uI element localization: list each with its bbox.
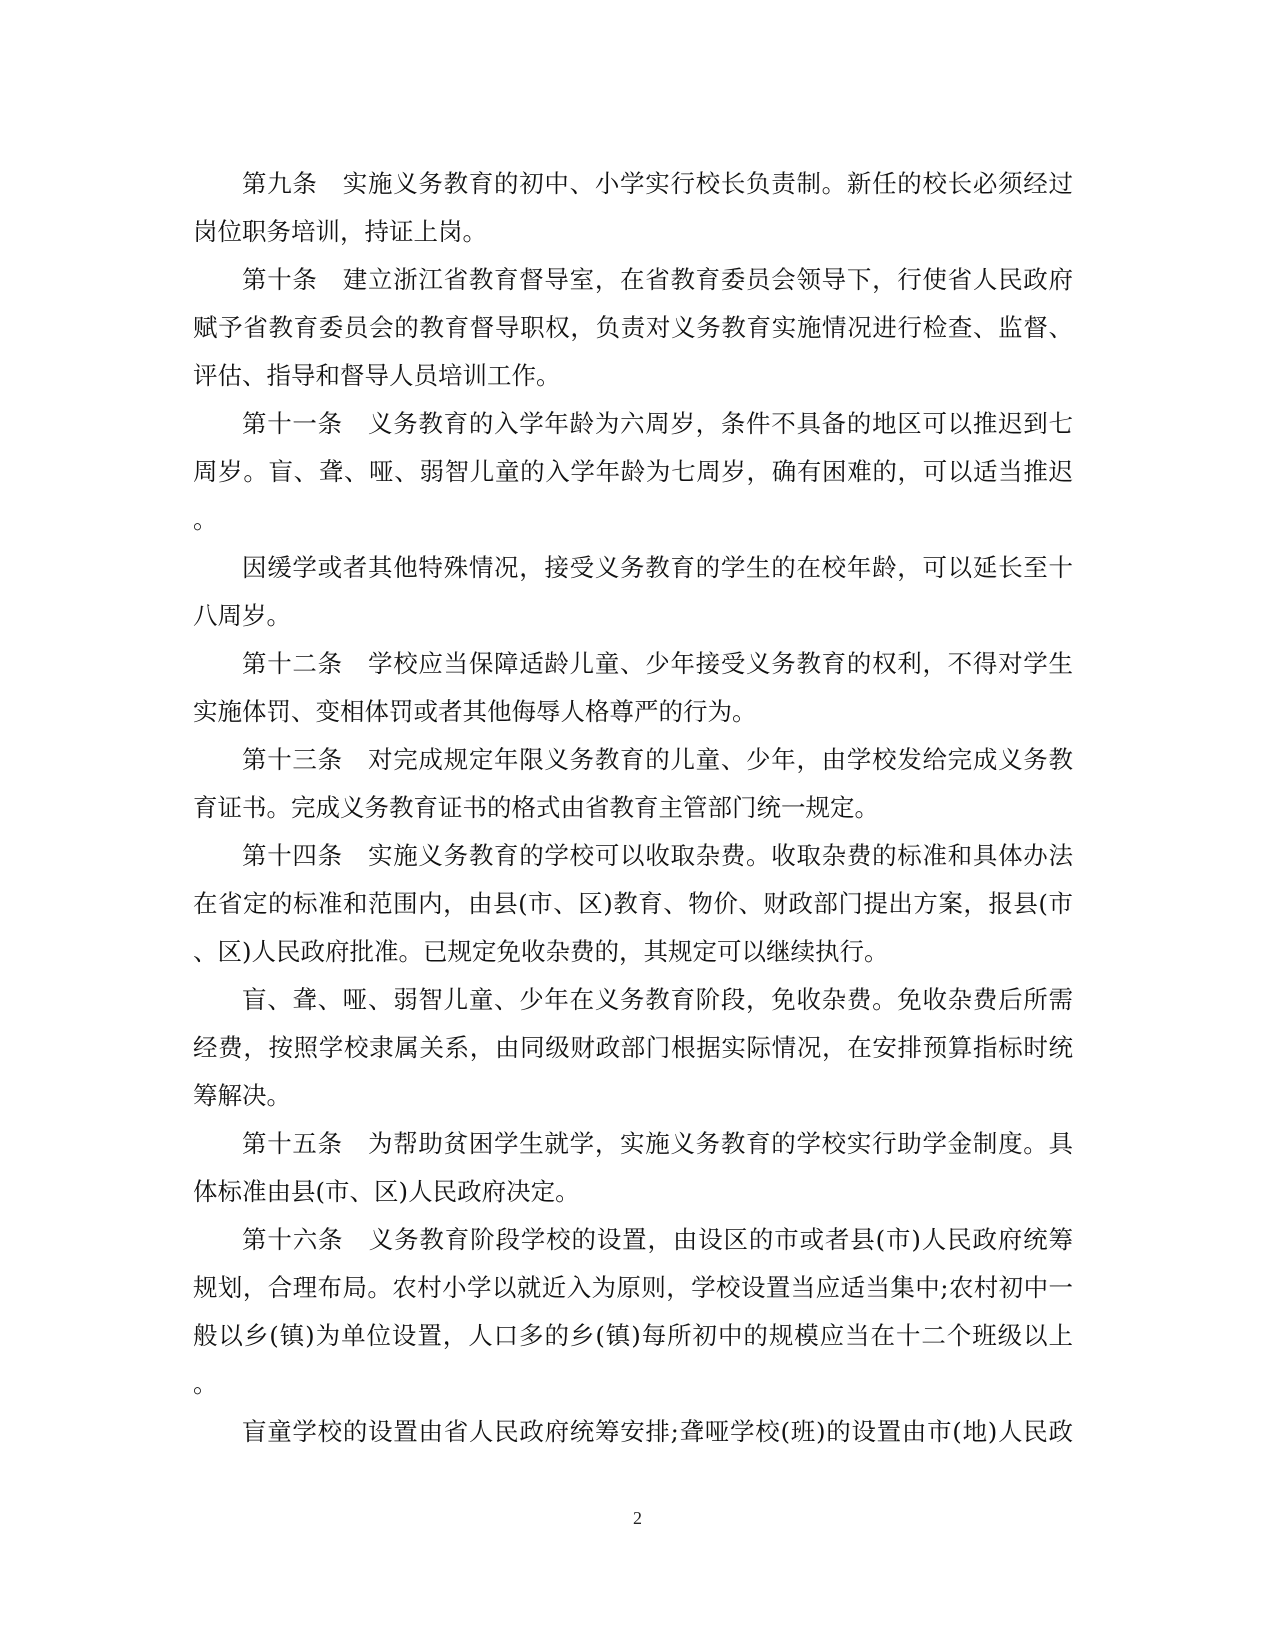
text-line: 周岁。盲、聋、哑、弱智儿童的入学年龄为七周岁，确有困难的，可以适当推迟 [193,457,1073,486]
text-line: 评估、指导和督导人员培训工作。 [193,361,561,390]
text-line: 赋予省教育委员会的教育督导职权，负责对义务教育实施情况进行检查、监督、 [193,313,1073,342]
text-line: 。 [193,1369,218,1398]
text-line: 体标准由县(市、区)人民政府决定。 [193,1177,580,1206]
text-line: 第九条 实施义务教育的初中、小学实行校长负责制。新任的校长必须经过 [242,169,1073,198]
text-line: 第十一条 义务教育的入学年龄为六周岁，条件不具备的地区可以推迟到七 [242,409,1073,438]
text-line: 第十三条 对完成规定年限义务教育的儿童、少年，由学校发给完成义务教 [242,745,1073,774]
text-line: 实施体罚、变相体罚或者其他侮辱人格尊严的行为。 [193,697,757,726]
text-line: 盲童学校的设置由省人民政府统筹安排;聋哑学校(班)的设置由市(地)人民政 [242,1417,1073,1446]
text-line: 第十二条 学校应当保障适龄儿童、少年接受义务教育的权利，不得对学生 [242,649,1073,678]
text-line: 八周岁。 [193,601,291,630]
text-line: 规划，合理布局。农村小学以就近入为原则，学校设置当应适当集中;农村初中一 [193,1273,1073,1302]
text-line: 第十条 建立浙江省教育督导室，在省教育委员会领导下，行使省人民政府 [242,265,1073,294]
text-line: 岗位职务培训，持证上岗。 [193,217,487,246]
text-line: 盲、聋、哑、弱智儿童、少年在义务教育阶段，免收杂费。免收杂费后所需 [242,985,1073,1014]
document-body [193,160,1073,1456]
text-line: 筹解决。 [193,1081,291,1110]
text-line: 第十四条 实施义务教育的学校可以收取杂费。收取杂费的标准和具体办法 [242,841,1073,870]
text-line: 第十五条 为帮助贫困学生就学，实施义务教育的学校实行助学金制度。具 [242,1129,1073,1158]
text-line: 经费，按照学校隶属关系，由同级财政部门根据实际情况，在安排预算指标时统 [193,1033,1073,1062]
text-line: 育证书。完成义务教育证书的格式由省教育主管部门统一规定。 [193,793,879,822]
text-line: 在省定的标准和范围内，由县(市、区)教育、物价、财政部门提出方案，报县(市 [193,889,1073,918]
text-line: 、区)人民政府批准。已规定免收杂费的，其规定可以继续执行。 [193,937,889,966]
text-line: 第十六条 义务教育阶段学校的设置，由设区的市或者县(市)人民政府统筹 [242,1225,1073,1254]
text-line: 般以乡(镇)为单位设置，人口多的乡(镇)每所初中的规模应当在十二个班级以上 [193,1321,1073,1350]
text-line: 因缓学或者其他特殊情况，接受义务教育的学生的在校年龄，可以延长至十 [242,553,1073,582]
text-line: 。 [193,505,218,534]
page-number: 2 [633,1508,642,1528]
